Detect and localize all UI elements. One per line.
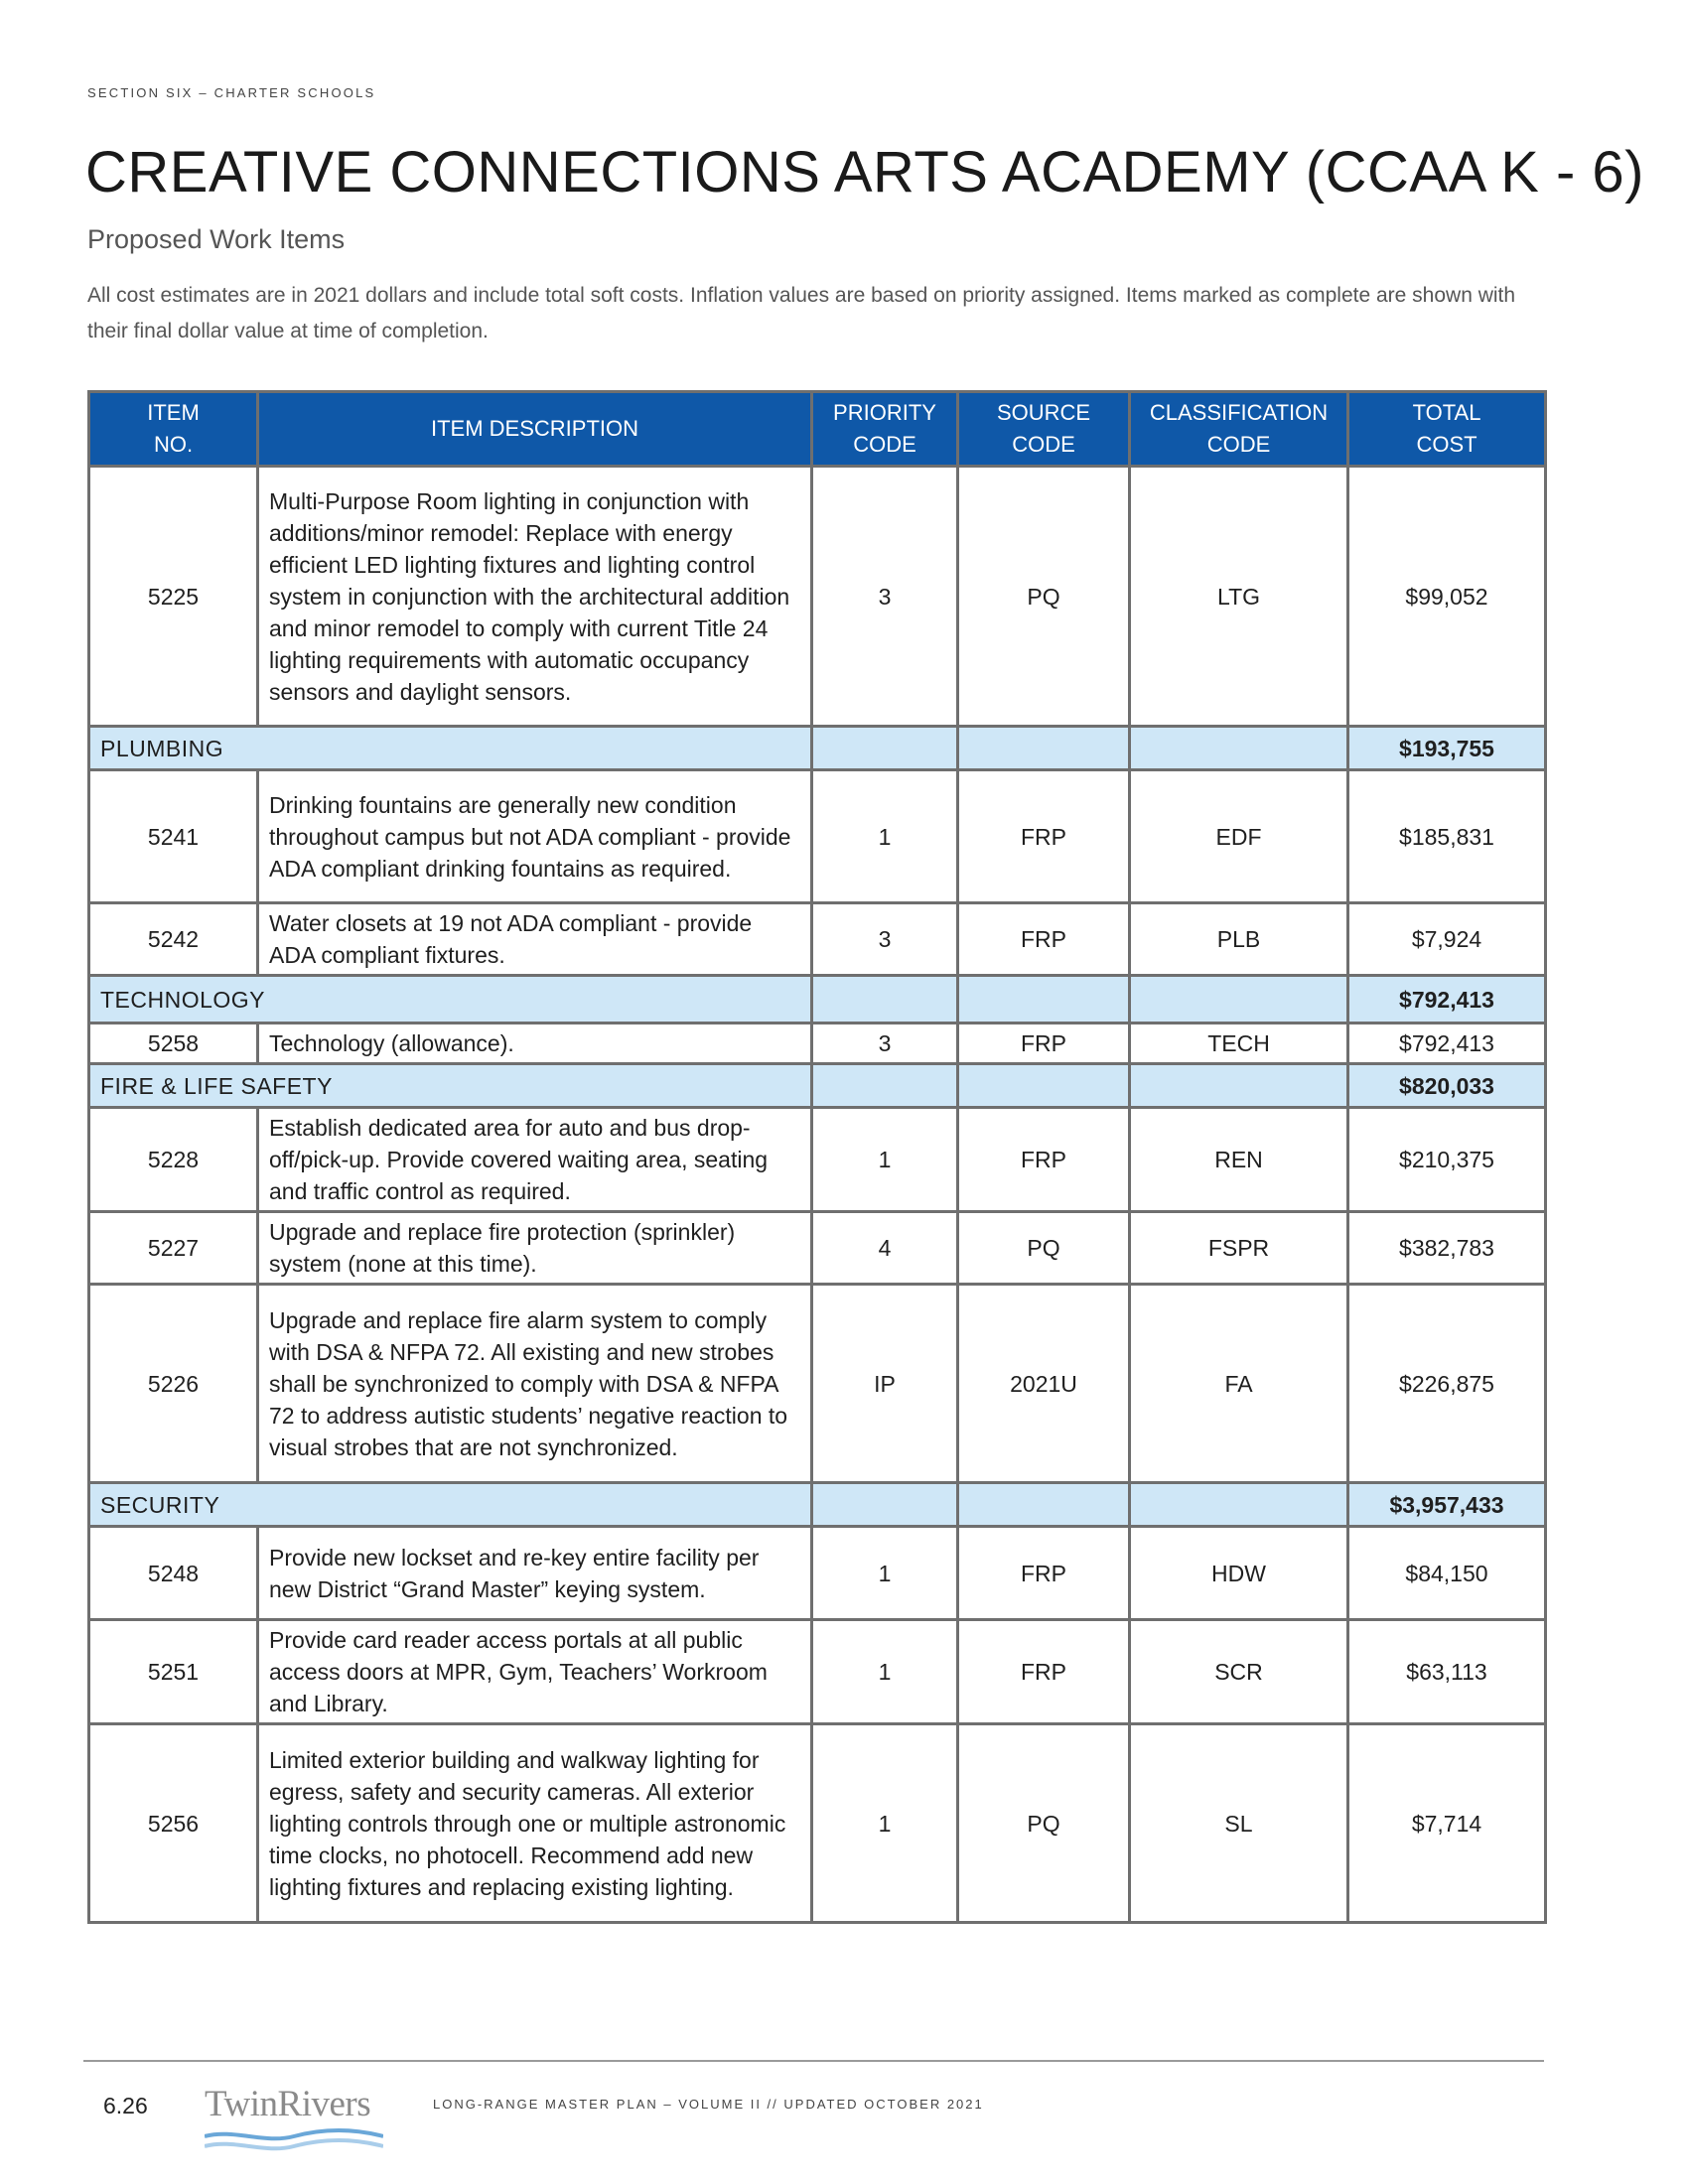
category-empty-cell — [812, 1483, 958, 1527]
source-code: FRP — [958, 1620, 1130, 1724]
footer-divider — [83, 2060, 1544, 2062]
section-label: SECTION SIX – CHARTER SCHOOLS — [87, 85, 376, 100]
table-row — [89, 903, 1546, 976]
source-code: FRP — [958, 1108, 1130, 1212]
source-code: FRP — [958, 1024, 1130, 1064]
category-empty-cell — [812, 727, 958, 770]
classification-code: SL — [1130, 1724, 1348, 1923]
item-number: 5258 — [89, 1024, 258, 1064]
total-cost: $7,924 — [1348, 903, 1546, 976]
logo-wordmark: TwinRivers — [205, 2084, 371, 2124]
source-code: PQ — [958, 1212, 1130, 1285]
category-total: $3,957,433 — [1348, 1483, 1546, 1527]
category-name: PLUMBING — [89, 727, 812, 770]
priority-code: 1 — [812, 1527, 958, 1620]
category-row-fire-life-safety — [89, 1064, 1546, 1108]
priority-code: IP — [812, 1285, 958, 1483]
twin-rivers-logo — [205, 2079, 383, 2158]
total-cost: $792,413 — [1348, 1024, 1546, 1064]
intro-paragraph: All cost estimates are in 2021 dollars and include total soft costs. Inflation values are based on priority assigned. Items marked as complete are shown with their final dollar value at time of completion. — [87, 284, 1516, 342]
category-empty-cell — [958, 976, 1130, 1024]
table-row — [89, 1527, 1546, 1620]
priority-code: 1 — [812, 1620, 958, 1724]
source-code: FRP — [958, 1527, 1130, 1620]
source-code: 2021U — [958, 1285, 1130, 1483]
category-empty-cell — [958, 1483, 1130, 1527]
category-empty-cell — [812, 1064, 958, 1108]
item-number: 5242 — [89, 903, 258, 976]
total-cost: $84,150 — [1348, 1527, 1546, 1620]
table-row — [89, 1108, 1546, 1212]
header-classification-code: CLASSIFICATION CODE — [1130, 392, 1348, 467]
priority-code: 3 — [812, 1024, 958, 1064]
header-source-code: SOURCE CODE — [958, 392, 1130, 467]
item-description: Upgrade and replace fire alarm system to comply with DSA & NFPA 72. All existing and new strobes shall be synchronized to comply with DSA & NFPA 72 to address autistic students’ negative reaction to visual strobes that are not synchronized. — [258, 1285, 812, 1483]
category-empty-cell — [812, 976, 958, 1024]
table-row — [89, 1285, 1546, 1483]
category-name: TECHNOLOGY — [89, 976, 812, 1024]
item-description: Technology (allowance). — [258, 1024, 812, 1064]
category-row-security — [89, 1483, 1546, 1527]
category-name: FIRE & LIFE SAFETY — [89, 1064, 812, 1108]
total-cost: $63,113 — [1348, 1620, 1546, 1724]
total-cost: $7,714 — [1348, 1724, 1546, 1923]
classification-code: FSPR — [1130, 1212, 1348, 1285]
item-number: 5228 — [89, 1108, 258, 1212]
classification-code: LTG — [1130, 467, 1348, 727]
category-empty-cell — [1130, 1064, 1348, 1108]
total-cost: $185,831 — [1348, 770, 1546, 903]
table-row — [89, 1212, 1546, 1285]
category-row-technology — [89, 976, 1546, 1024]
category-total: $792,413 — [1348, 976, 1546, 1024]
priority-code: 3 — [812, 903, 958, 976]
item-description: Provide card reader access portals at all public access doors at MPR, Gym, Teachers’ Workroom and Library. — [258, 1620, 812, 1724]
item-description: Upgrade and replace fire protection (sprinkler) system (none at this time). — [258, 1212, 812, 1285]
table-row — [89, 770, 1546, 903]
item-number: 5251 — [89, 1620, 258, 1724]
work-items-table — [87, 390, 1547, 1924]
page-title: CREATIVE CONNECTIONS ARTS ACADEMY (CCAA K - 6) — [85, 140, 1644, 205]
item-number: 5241 — [89, 770, 258, 903]
total-cost: $382,783 — [1348, 1212, 1546, 1285]
category-name: SECURITY — [89, 1483, 812, 1527]
item-description: Limited exterior building and walkway lighting for egress, safety and security cameras. All exterior lighting controls through one or multiple astronomic time clocks, no photocell. Recommend add new lighting fixtures and replacing existing lighting. — [258, 1724, 812, 1923]
classification-code: REN — [1130, 1108, 1348, 1212]
category-empty-cell — [1130, 727, 1348, 770]
category-empty-cell — [958, 1064, 1130, 1108]
page-number: 6.26 — [103, 2093, 148, 2118]
category-empty-cell — [1130, 976, 1348, 1024]
item-number: 5226 — [89, 1285, 258, 1483]
classification-code: PLB — [1130, 903, 1348, 976]
item-description: Water closets at 19 not ADA compliant - provide ADA compliant fixtures. — [258, 903, 812, 976]
classification-code: TECH — [1130, 1024, 1348, 1064]
total-cost: $226,875 — [1348, 1285, 1546, 1483]
priority-code: 1 — [812, 770, 958, 903]
category-total: $820,033 — [1348, 1064, 1546, 1108]
footer-text: LONG-RANGE MASTER PLAN – VOLUME II // UPDATED OCTOBER 2021 — [433, 2097, 984, 2112]
source-code: PQ — [958, 1724, 1130, 1923]
category-empty-cell — [958, 727, 1130, 770]
table-header-row — [89, 392, 1546, 467]
item-description: Drinking fountains are generally new condition throughout campus but not ADA compliant - provide ADA compliant drinking fountains as required. — [258, 770, 812, 903]
table-row — [89, 467, 1546, 727]
classification-code: HDW — [1130, 1527, 1348, 1620]
classification-code: FA — [1130, 1285, 1348, 1483]
header-total-cost: TOTAL COST — [1348, 392, 1546, 467]
classification-code: SCR — [1130, 1620, 1348, 1724]
source-code: PQ — [958, 467, 1130, 727]
item-number: 5256 — [89, 1724, 258, 1923]
header-item-no: ITEM NO. — [89, 392, 258, 467]
total-cost: $99,052 — [1348, 467, 1546, 727]
table-row — [89, 1024, 1546, 1064]
category-row-plumbing — [89, 727, 1546, 770]
table-row — [89, 1724, 1546, 1923]
classification-code: EDF — [1130, 770, 1348, 903]
item-number: 5225 — [89, 467, 258, 727]
priority-code: 3 — [812, 467, 958, 727]
header-item-description: ITEM DESCRIPTION — [258, 392, 812, 467]
priority-code: 4 — [812, 1212, 958, 1285]
item-number: 5227 — [89, 1212, 258, 1285]
item-description: Establish dedicated area for auto and bus drop-off/pick-up. Provide covered waiting area, seating and traffic control as required. — [258, 1108, 812, 1212]
priority-code: 1 — [812, 1108, 958, 1212]
source-code: FRP — [958, 903, 1130, 976]
source-code: FRP — [958, 770, 1130, 903]
category-empty-cell — [1130, 1483, 1348, 1527]
priority-code: 1 — [812, 1724, 958, 1923]
item-description: Provide new lockset and re-key entire facility per new District “Grand Master” keying system. — [258, 1527, 812, 1620]
header-priority-code: PRIORITY CODE — [812, 392, 958, 467]
logo-wave-icon — [205, 2126, 383, 2156]
item-number: 5248 — [89, 1527, 258, 1620]
table-row — [89, 1620, 1546, 1724]
page-subtitle: Proposed Work Items — [87, 224, 346, 254]
total-cost: $210,375 — [1348, 1108, 1546, 1212]
category-total: $193,755 — [1348, 727, 1546, 770]
item-description: Multi-Purpose Room lighting in conjunction with additions/minor remodel: Replace with energy efficient LED lighting fixtures and lighting control system in conjunction with the architectural addition and minor remodel to comply with current Title 24 lighting requirements with automatic occupancy sensors and daylight sensors. — [258, 467, 812, 727]
